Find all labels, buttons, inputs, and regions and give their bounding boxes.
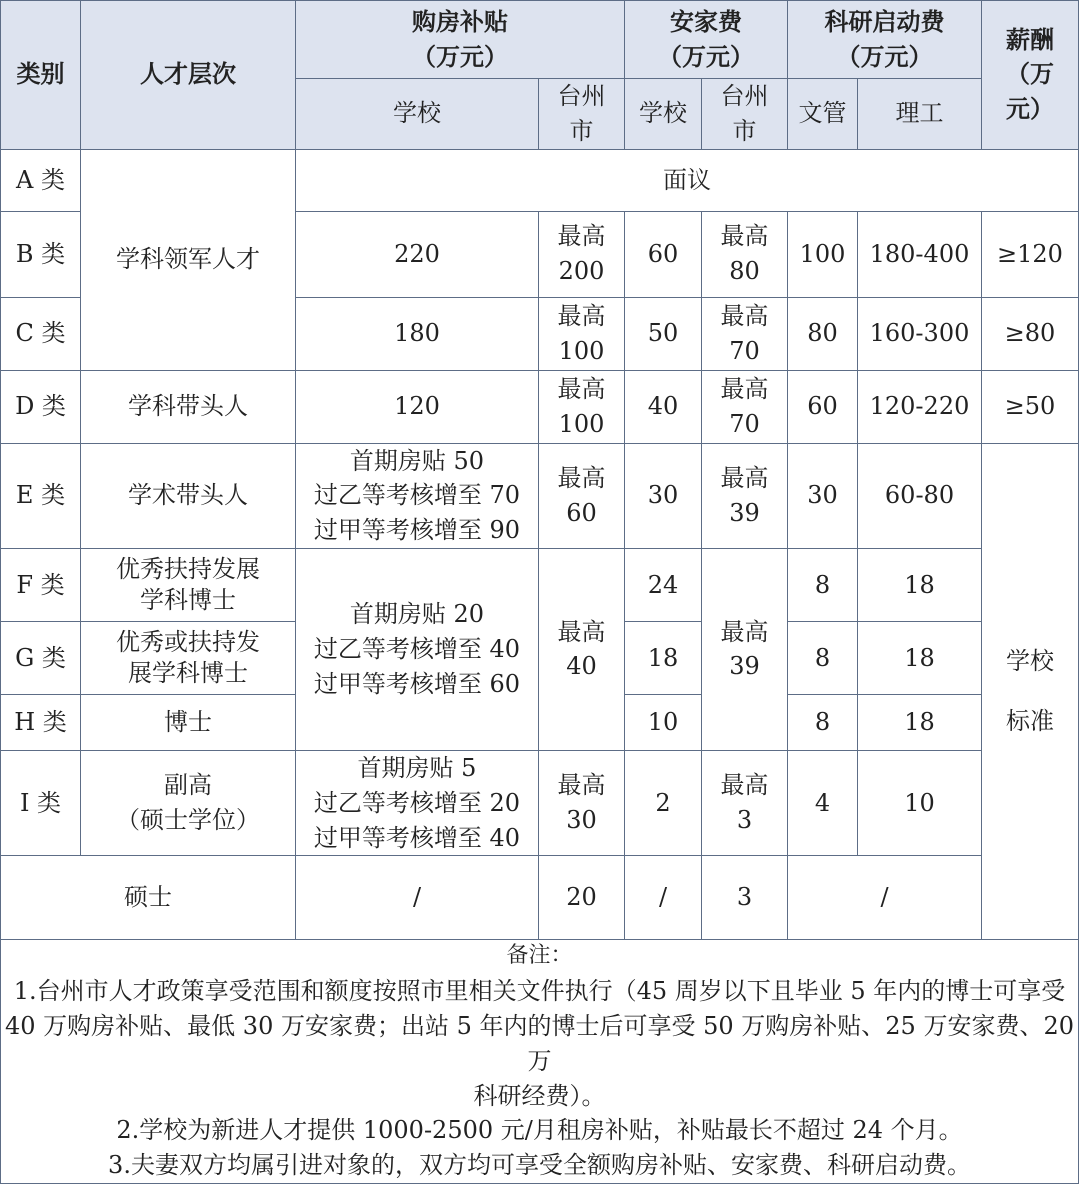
settle-school-cell: / bbox=[625, 856, 702, 940]
housing-city-cell: 最高 30 bbox=[539, 750, 625, 855]
category-cell: I 类 bbox=[1, 750, 81, 855]
note-line: 3.夫妻双方均属引进对象的，双方均可享受全额购房补贴、安家费、科研启动费。 bbox=[108, 1151, 971, 1180]
table-row bbox=[1, 548, 1079, 621]
settle-school-cell: 30 bbox=[625, 443, 702, 548]
notes-section bbox=[1, 940, 1079, 1184]
settle-city-cell: 最高 70 bbox=[702, 370, 788, 443]
research-science-cell: 160-300 bbox=[858, 297, 982, 370]
research-liberal-cell: 8 bbox=[788, 694, 858, 750]
category-cell: G 类 bbox=[1, 621, 81, 694]
talent-level-cell: 硕士 bbox=[1, 856, 296, 940]
salary-cell: ≥50 bbox=[982, 370, 1079, 443]
talent-level-cell: 学科带头人 bbox=[81, 370, 296, 443]
settle-city-cell: 最高 70 bbox=[702, 297, 788, 370]
settle-city-cell: 3 bbox=[702, 856, 788, 940]
research-science-cell: 18 bbox=[858, 621, 982, 694]
header-talent-level: 人才层次 bbox=[81, 1, 296, 150]
research-liberal-cell: 4 bbox=[788, 750, 858, 855]
settle-school-cell: 10 bbox=[625, 694, 702, 750]
header-research-fund: 科研启动费 （万元） bbox=[788, 1, 982, 79]
subheader-taizhou: 台州 市 bbox=[702, 79, 788, 150]
subheader-liberal-arts: 文管 bbox=[788, 79, 858, 150]
housing-school-cell: 220 bbox=[296, 211, 539, 297]
housing-city-cell: 最高 60 bbox=[539, 443, 625, 548]
category-cell: E 类 bbox=[1, 443, 81, 548]
table-row bbox=[1, 370, 1079, 443]
research-liberal-cell: 8 bbox=[788, 548, 858, 621]
salary-cell: 学校 标准 bbox=[982, 443, 1079, 940]
housing-school-cell: / bbox=[296, 856, 539, 940]
talent-level-cell: 优秀或扶持发 展学科博士 bbox=[81, 621, 296, 694]
salary-cell: ≥80 bbox=[982, 297, 1079, 370]
housing-school-cell: 首期房贴 50 过乙等考核增至 70 过甲等考核增至 90 bbox=[296, 443, 539, 548]
table-row bbox=[1, 149, 1079, 211]
housing-city-cell: 最高 100 bbox=[539, 297, 625, 370]
housing-school-cell: 首期房贴 5 过乙等考核增至 20 过甲等考核增至 40 bbox=[296, 750, 539, 855]
settle-school-cell: 40 bbox=[625, 370, 702, 443]
research-liberal-cell: 60 bbox=[788, 370, 858, 443]
header-category: 类别 bbox=[1, 1, 81, 150]
settle-school-cell: 50 bbox=[625, 297, 702, 370]
housing-school-cell: 120 bbox=[296, 370, 539, 443]
category-cell: H 类 bbox=[1, 694, 81, 750]
talent-level-cell: 副高 （硕士学位） bbox=[81, 750, 296, 855]
research-science-cell: 10 bbox=[858, 750, 982, 855]
housing-school-cell: 180 bbox=[296, 297, 539, 370]
note-line: 1.台州市人才政策享受范围和额度按照市里相关文件执行（45 周岁以下且毕业 5 年内的博士可享受 bbox=[13, 977, 1066, 1006]
housing-city-cell: 最高 200 bbox=[539, 211, 625, 297]
talent-level-cell: 优秀扶持发展 学科博士 bbox=[81, 548, 296, 621]
subheader-taizhou: 台州 市 bbox=[539, 79, 625, 150]
settle-school-cell: 24 bbox=[625, 548, 702, 621]
notes-title: 备注： bbox=[506, 943, 573, 969]
settle-school-cell: 60 bbox=[625, 211, 702, 297]
note-line: 科研经费）。 bbox=[473, 1081, 606, 1110]
subheader-school: 学校 bbox=[625, 79, 702, 150]
notes-row bbox=[1, 940, 1079, 1184]
talent-level-cell: 学科领军人才 bbox=[81, 149, 296, 370]
talent-level-cell: 博士 bbox=[81, 694, 296, 750]
category-cell: C 类 bbox=[1, 297, 81, 370]
header-housing-subsidy: 购房补贴 （万元） bbox=[296, 1, 625, 79]
housing-city-cell: 最高 100 bbox=[539, 370, 625, 443]
settle-city-cell: 最高 39 bbox=[702, 548, 788, 750]
settle-city-cell: 最高 80 bbox=[702, 211, 788, 297]
settle-city-cell: 最高 3 bbox=[702, 750, 788, 855]
research-science-cell: 60-80 bbox=[858, 443, 982, 548]
table-row bbox=[1, 750, 1079, 855]
note-line: 2.学校为新进人才提供 1000-2500 元/月租房补贴，补贴最长不超过 24 个月。 bbox=[116, 1116, 963, 1145]
research-cell: / bbox=[788, 856, 982, 940]
settle-city-cell: 最高 39 bbox=[702, 443, 788, 548]
salary-cell: ≥120 bbox=[982, 211, 1079, 297]
research-science-cell: 180-400 bbox=[858, 211, 982, 297]
subheader-school: 学校 bbox=[296, 79, 539, 150]
housing-city-cell: 最高 40 bbox=[539, 548, 625, 750]
housing-city-cell: 20 bbox=[539, 856, 625, 940]
housing-school-cell: 首期房贴 20 过乙等考核增至 40 过甲等考核增至 60 bbox=[296, 548, 539, 750]
note-line: 40 万购房补贴、最低 30 万安家费；出站 5 年内的博士后可享受 50 万购房补贴、25 万安家费、20 万 bbox=[5, 1012, 1074, 1075]
settle-school-cell: 18 bbox=[625, 621, 702, 694]
talent-level-cell: 学术带头人 bbox=[81, 443, 296, 548]
subheader-science-eng: 理工 bbox=[858, 79, 982, 150]
research-science-cell: 18 bbox=[858, 548, 982, 621]
category-cell: F 类 bbox=[1, 548, 81, 621]
research-liberal-cell: 30 bbox=[788, 443, 858, 548]
research-science-cell: 18 bbox=[858, 694, 982, 750]
header-settlement-fee: 安家费 （万元） bbox=[625, 1, 788, 79]
settle-school-cell: 2 bbox=[625, 750, 702, 855]
table-row bbox=[1, 856, 1079, 940]
header-salary: 薪酬 （万 元） bbox=[982, 1, 1079, 150]
category-cell: A 类 bbox=[1, 149, 81, 211]
header-row-1 bbox=[1, 1, 1079, 79]
research-liberal-cell: 80 bbox=[788, 297, 858, 370]
research-liberal-cell: 8 bbox=[788, 621, 858, 694]
negotiable-cell: 面议 bbox=[296, 149, 1079, 211]
category-cell: B 类 bbox=[1, 211, 81, 297]
category-cell: D 类 bbox=[1, 370, 81, 443]
research-science-cell: 120-220 bbox=[858, 370, 982, 443]
research-liberal-cell: 100 bbox=[788, 211, 858, 297]
table-row bbox=[1, 443, 1079, 548]
